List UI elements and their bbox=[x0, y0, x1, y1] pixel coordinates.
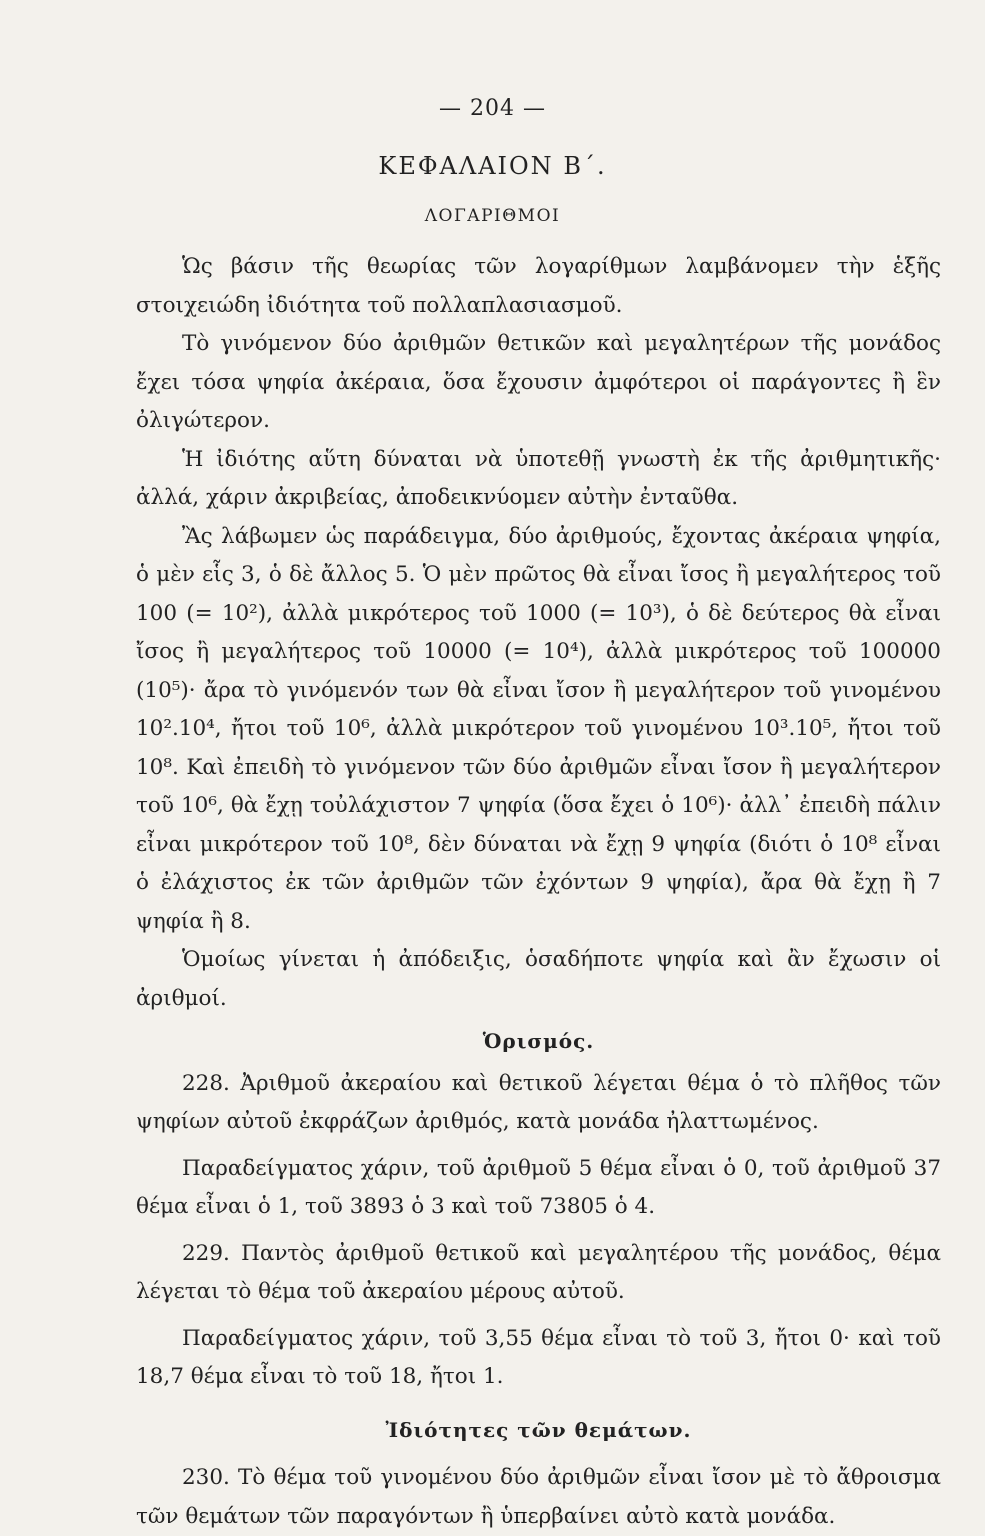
paragraph-intro-4: Ἂς λάβωμεν ὡς παράδειγμα, δύο ἀριθμούς, ἔχοντας ἀκέραια ψηφία, ὁ μὲν εἷς 3, ὁ δὲ ἄλλος 5. Ὁ μὲν πρῶτος θὰ εἶναι ἴσος ἢ μεγαλήτερος τοῦ 100 (= 10²), ἀλλὰ μικρότερος τοῦ 1000 (= 10³), ὁ δὲ δεύτερος θὰ εἶναι ἴσος ἢ μεγαλήτερος τοῦ 10000 (= 10⁴), ἀλλὰ μικρότερος τοῦ 100000 (10⁵)· ἄρα τὸ γινόμενόν των θὰ εἶναι ἴσον ἢ μεγαλήτερον τοῦ γινομένου 10².10⁴, ἤτοι τοῦ 10⁶, ἀλλὰ μικρότερον τοῦ γινομένου 10³.10⁵, ἤτοι τοῦ 10⁸. Καὶ ἐπειδὴ τὸ γινόμενον τῶν δύο ἀριθμῶν εἶναι ἴσον ἢ μεγαλήτερον τοῦ 10⁶, θὰ ἔχῃ τοὐλάχιστον 7 ψηφία (ὅσα ἔχει ὁ 10⁶)· ἀλλ᾽ ἐπειδὴ πάλιν εἶναι μικρότερον τοῦ 10⁸, δὲν δύναται νὰ ἔχῃ 9 ψηφία (διότι ὁ 10⁸ εἶναι ὁ ἐλάχιστος ἐκ τῶν ἀριθμῶν τῶν ἐχόντων 9 ψηφία), ἄρα θὰ ἔχῃ ἢ 7 ψηφία ἢ 8. bbox=[136, 523, 941, 934]
paragraph-229: 229. Παντὸς ἀριθμοῦ θετικοῦ καὶ μεγαλητέρου τῆς μονάδος, θέμα λέγεται τὸ θέμα τοῦ ἀκεραίου μέρους αὐτοῦ. bbox=[136, 1240, 941, 1304]
section-heading-properties: Ἰδιότητες τῶν θεμάτων. bbox=[385, 1417, 692, 1442]
chapter-title: ΚΕΦΑΛΑΙΟΝ Β΄. bbox=[378, 152, 607, 180]
paragraph-intro-5: Ὁμοίως γίνεται ἡ ἀπόδειξις, ὁσαδήποτε ψηφία καὶ ἂν ἔχωσιν οἱ ἀριθμοί. bbox=[136, 947, 941, 1011]
section-heading-definition: Ὁρισμός. bbox=[482, 1029, 595, 1053]
page-number: — 204 — bbox=[439, 96, 546, 121]
paragraph-intro-3: Ἡ ἰδιότης αὕτη δύναται νὰ ὑποτεθῇ γνωστὴ ἐκ τῆς ἀριθμητικῆς· ἀλλά, χάριν ἀκριβείας, ἀποδεικνύομεν αὐτὴν ἐνταῦθα. bbox=[136, 446, 941, 510]
body-text bbox=[136, 248, 941, 1536]
paragraph-228-example: Παραδείγματος χάριν, τοῦ ἀριθμοῦ 5 θέμα εἶναι ὁ 0, τοῦ ἀριθμοῦ 37 θέμα εἶναι ὁ 1, τοῦ 3893 ὁ 3 καὶ τοῦ 73805 ὁ 4. bbox=[136, 1155, 941, 1219]
paragraph-228: 228. Ἀριθμοῦ ἀκεραίου καὶ θετικοῦ λέγεται θέμα ὁ τὸ πλῆθος τῶν ψηφίων αὐτοῦ ἐκφράζων ἀριθμός, κατὰ μονάδα ἠλαττωμένος. bbox=[136, 1070, 941, 1134]
paragraph-229-example: Παραδείγματος χάριν, τοῦ 3,55 θέμα εἶναι τὸ τοῦ 3, ἤτοι 0· καὶ τοῦ 18,7 θέμα εἶναι τὸ τοῦ 18, ἤτοι 1. bbox=[136, 1325, 941, 1389]
chapter-subtitle: ΛΟΓΑΡΙΘΜΟΙ bbox=[424, 206, 561, 226]
paragraph-230: 230. Τὸ θέμα τοῦ γινομένου δύο ἀριθμῶν εἶναι ἴσον μὲ τὸ ἄθροισμα τῶν θεμάτων τῶν παραγόντων ἢ ὑπερβαίνει αὐτὸ κατὰ μονάδα. bbox=[136, 1465, 941, 1529]
paragraph-intro-2: Τὸ γινόμενον δύο ἀριθμῶν θετικῶν καὶ μεγαλητέρων τῆς μονάδος ἔχει τόσα ψηφία ἀκέραια, ὅσα ἔχουσιν ἀμφότεροι οἱ παράγοντες ἢ ἓν ὀλιγώτερον. bbox=[136, 331, 941, 433]
paragraph-intro-1: Ὡς βάσιν τῆς θεωρίας τῶν λογαρίθμων λαμβάνομεν τὴν ἑξῆς στοιχειώδη ἰδιότητα τοῦ πολλαπλασιασμοῦ. bbox=[136, 254, 941, 318]
